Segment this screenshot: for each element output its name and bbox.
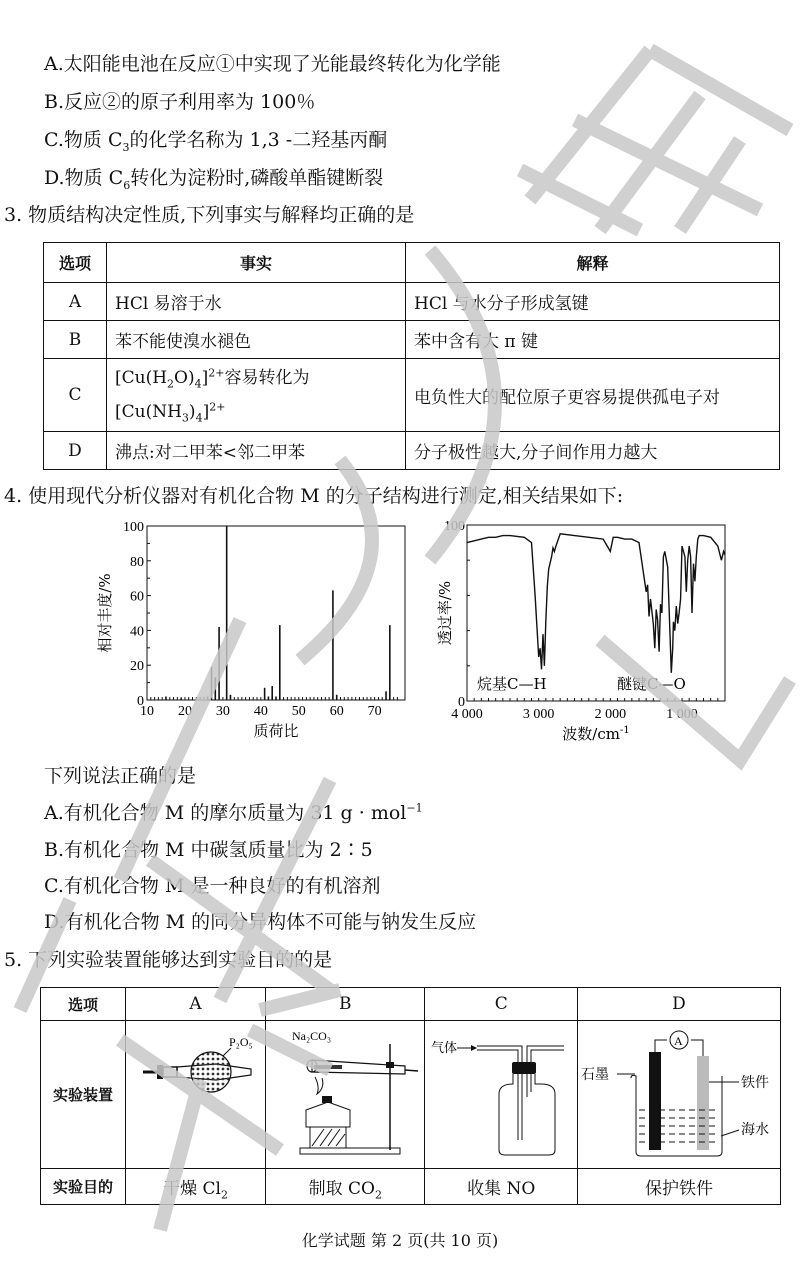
q3-cell-reason: HCl 与水分子形成氢键 xyxy=(406,283,780,321)
q3-stem: 3. 物质结构决定性质,下列事实与解释均正确的是 xyxy=(4,204,415,226)
q5-row-apparatus: 实验装置 xyxy=(41,1021,126,1169)
q5-purpose-c: 收集 NO xyxy=(425,1169,578,1205)
ir-spectrum-chart xyxy=(410,515,740,755)
q4-stem: 4. 使用现代分析仪器对有机化合物 M 的分子结构进行测定,相关结果如下: xyxy=(4,485,624,507)
q3-cell-opt: D xyxy=(44,432,107,470)
y-tick-label: 0 xyxy=(458,695,465,710)
q3-cell-opt: A xyxy=(44,283,107,321)
table-row xyxy=(44,432,780,470)
x-tick-label: 40 xyxy=(253,704,268,719)
y-tick-label: 100 xyxy=(123,520,144,535)
q5-purpose-a: 干燥 $Cl_2$ xyxy=(125,1169,265,1205)
x-tick-label: 50 xyxy=(291,704,306,719)
x-tick-label: 30 xyxy=(215,704,230,719)
y-tick-label: 20 xyxy=(130,659,144,675)
q4-option-a: A.有机化合物 M 的摩尔质量为 31 g · mol$^{-1}$ xyxy=(44,801,423,824)
q5-col-b: B xyxy=(266,988,425,1021)
q5-col-c: C xyxy=(425,988,578,1021)
y-tick-label: 80 xyxy=(130,554,144,570)
apparatus-d-electrochemical-cell xyxy=(578,1021,781,1169)
x-axis-label: 波数$/cm^{-1}$ xyxy=(562,725,630,743)
q2-option-b: B.反应②的原子利用率为 100％ xyxy=(44,91,316,113)
table-row xyxy=(44,283,780,321)
q5-table xyxy=(40,987,781,1205)
q3-cell-fact: 苯不能使溴水褪色 xyxy=(107,321,406,359)
table-row xyxy=(44,321,780,359)
mass-spectrum-chart xyxy=(90,520,410,750)
table-row xyxy=(44,359,780,432)
q3-cell-reason: 分子极性越大,分子间作用力越大 xyxy=(406,432,780,470)
q4-sub-stem: 下列说法正确的是 xyxy=(44,765,197,787)
q2-option-a: A.太阳能电池在反应①中实现了光能最终转化为化学能 xyxy=(44,53,501,75)
q3-cell-reason: 苯中含有大 π 键 xyxy=(406,321,780,359)
graphite-label: 石墨 xyxy=(581,1068,609,1083)
x-tick-label: 3 000 xyxy=(522,707,555,722)
plot-frame xyxy=(147,526,405,700)
y-tick-label: 40 xyxy=(130,624,144,640)
annotation-ether-co: 醚键C—O xyxy=(617,675,686,693)
q5-row-purpose: 实验目的 xyxy=(41,1169,126,1205)
x-tick-label: 70 xyxy=(367,704,382,719)
q5-purpose-d: 保护铁件 xyxy=(578,1169,781,1205)
q3-table xyxy=(43,242,780,470)
gas-label: 气体 xyxy=(430,1040,457,1055)
y-tick-label: 100 xyxy=(444,519,465,534)
q3-cell-fact: 沸点:对二甲苯<邻二甲苯 xyxy=(107,432,406,470)
q3-cell-opt: C xyxy=(44,359,107,432)
reagent-label: P₂O₅ xyxy=(228,1035,253,1049)
x-tick-label: 10 xyxy=(140,704,154,719)
x-tick-label: 4 000 xyxy=(451,707,483,722)
apparatus-b-heating xyxy=(266,1021,425,1169)
q5-purpose-b: 制取 $CO_2$ xyxy=(266,1169,425,1205)
ammeter-icon: A xyxy=(674,1034,683,1048)
y-axis-label: 透过率/% xyxy=(436,580,454,646)
q3-cell-fact: HCl 易溶于水 xyxy=(107,283,406,321)
x-axis-label: 质荷比 xyxy=(253,722,299,740)
x-tick-label: 1 000 xyxy=(666,707,698,722)
q5-stem: 5. 下列实验装置能够达到实验目的的是 xyxy=(4,949,333,971)
q3-header-reason: 解释 xyxy=(406,243,780,283)
y-tick-label: 0 xyxy=(137,694,144,709)
x-tick-label: 60 xyxy=(329,704,344,719)
q5-col-a: A xyxy=(125,988,265,1021)
q4-option-c: C.有机化合物 M 是一种良好的有机溶剂 xyxy=(44,875,381,897)
seawater-label: 海水 xyxy=(741,1123,769,1138)
apparatus-a-drying-tube xyxy=(125,1021,265,1169)
x-tick-label: 2 000 xyxy=(594,707,627,722)
iron-label: 铁件 xyxy=(741,1076,769,1091)
q3-cell-fact: $[Cu(H_2O)_4]^{2+}$容易转化为 $[Cu(NH_3)_4]^{2+}$ xyxy=(107,359,406,432)
y-axis-label: 相对丰度/% xyxy=(96,573,114,653)
q3-cell-opt: B xyxy=(44,321,107,359)
q3-cell-reason: 电负性大的配位原子更容易提供孤电子对 xyxy=(406,359,780,432)
q5-header-option: 选项 xyxy=(41,988,126,1021)
y-tick-label: 60 xyxy=(130,589,144,605)
reagent-label: Na₂CO₃ xyxy=(292,1029,332,1043)
q4-option-b: B.有机化合物 M 中碳氢质量比为 2∶5 xyxy=(44,839,373,861)
q4-option-d: D.有机化合物 M 的同分异构体不可能与钠发生反应 xyxy=(44,911,477,933)
apparatus-c-gas-bottle xyxy=(425,1021,578,1169)
q5-col-d: D xyxy=(578,988,781,1021)
q2-option-d: D.物质 $C_6$转化为淀粉时,磷酸单酯键断裂 xyxy=(44,167,384,192)
transmittance-line xyxy=(467,534,725,673)
q3-header-option: 选项 xyxy=(44,243,107,283)
x-axis-label-sup: -1 xyxy=(619,725,630,736)
q2-option-c: C.物质 $C_3$的化学名称为 1,3 -二羟基丙酮 xyxy=(44,129,388,154)
q3-header-fact: 事实 xyxy=(107,243,406,283)
page-footer: 化学试题 第 2 页(共 10 页) xyxy=(301,1231,499,1250)
x-tick-label: 20 xyxy=(177,704,192,719)
annotation-alkyl-ch: 烷基C—H xyxy=(477,675,547,693)
